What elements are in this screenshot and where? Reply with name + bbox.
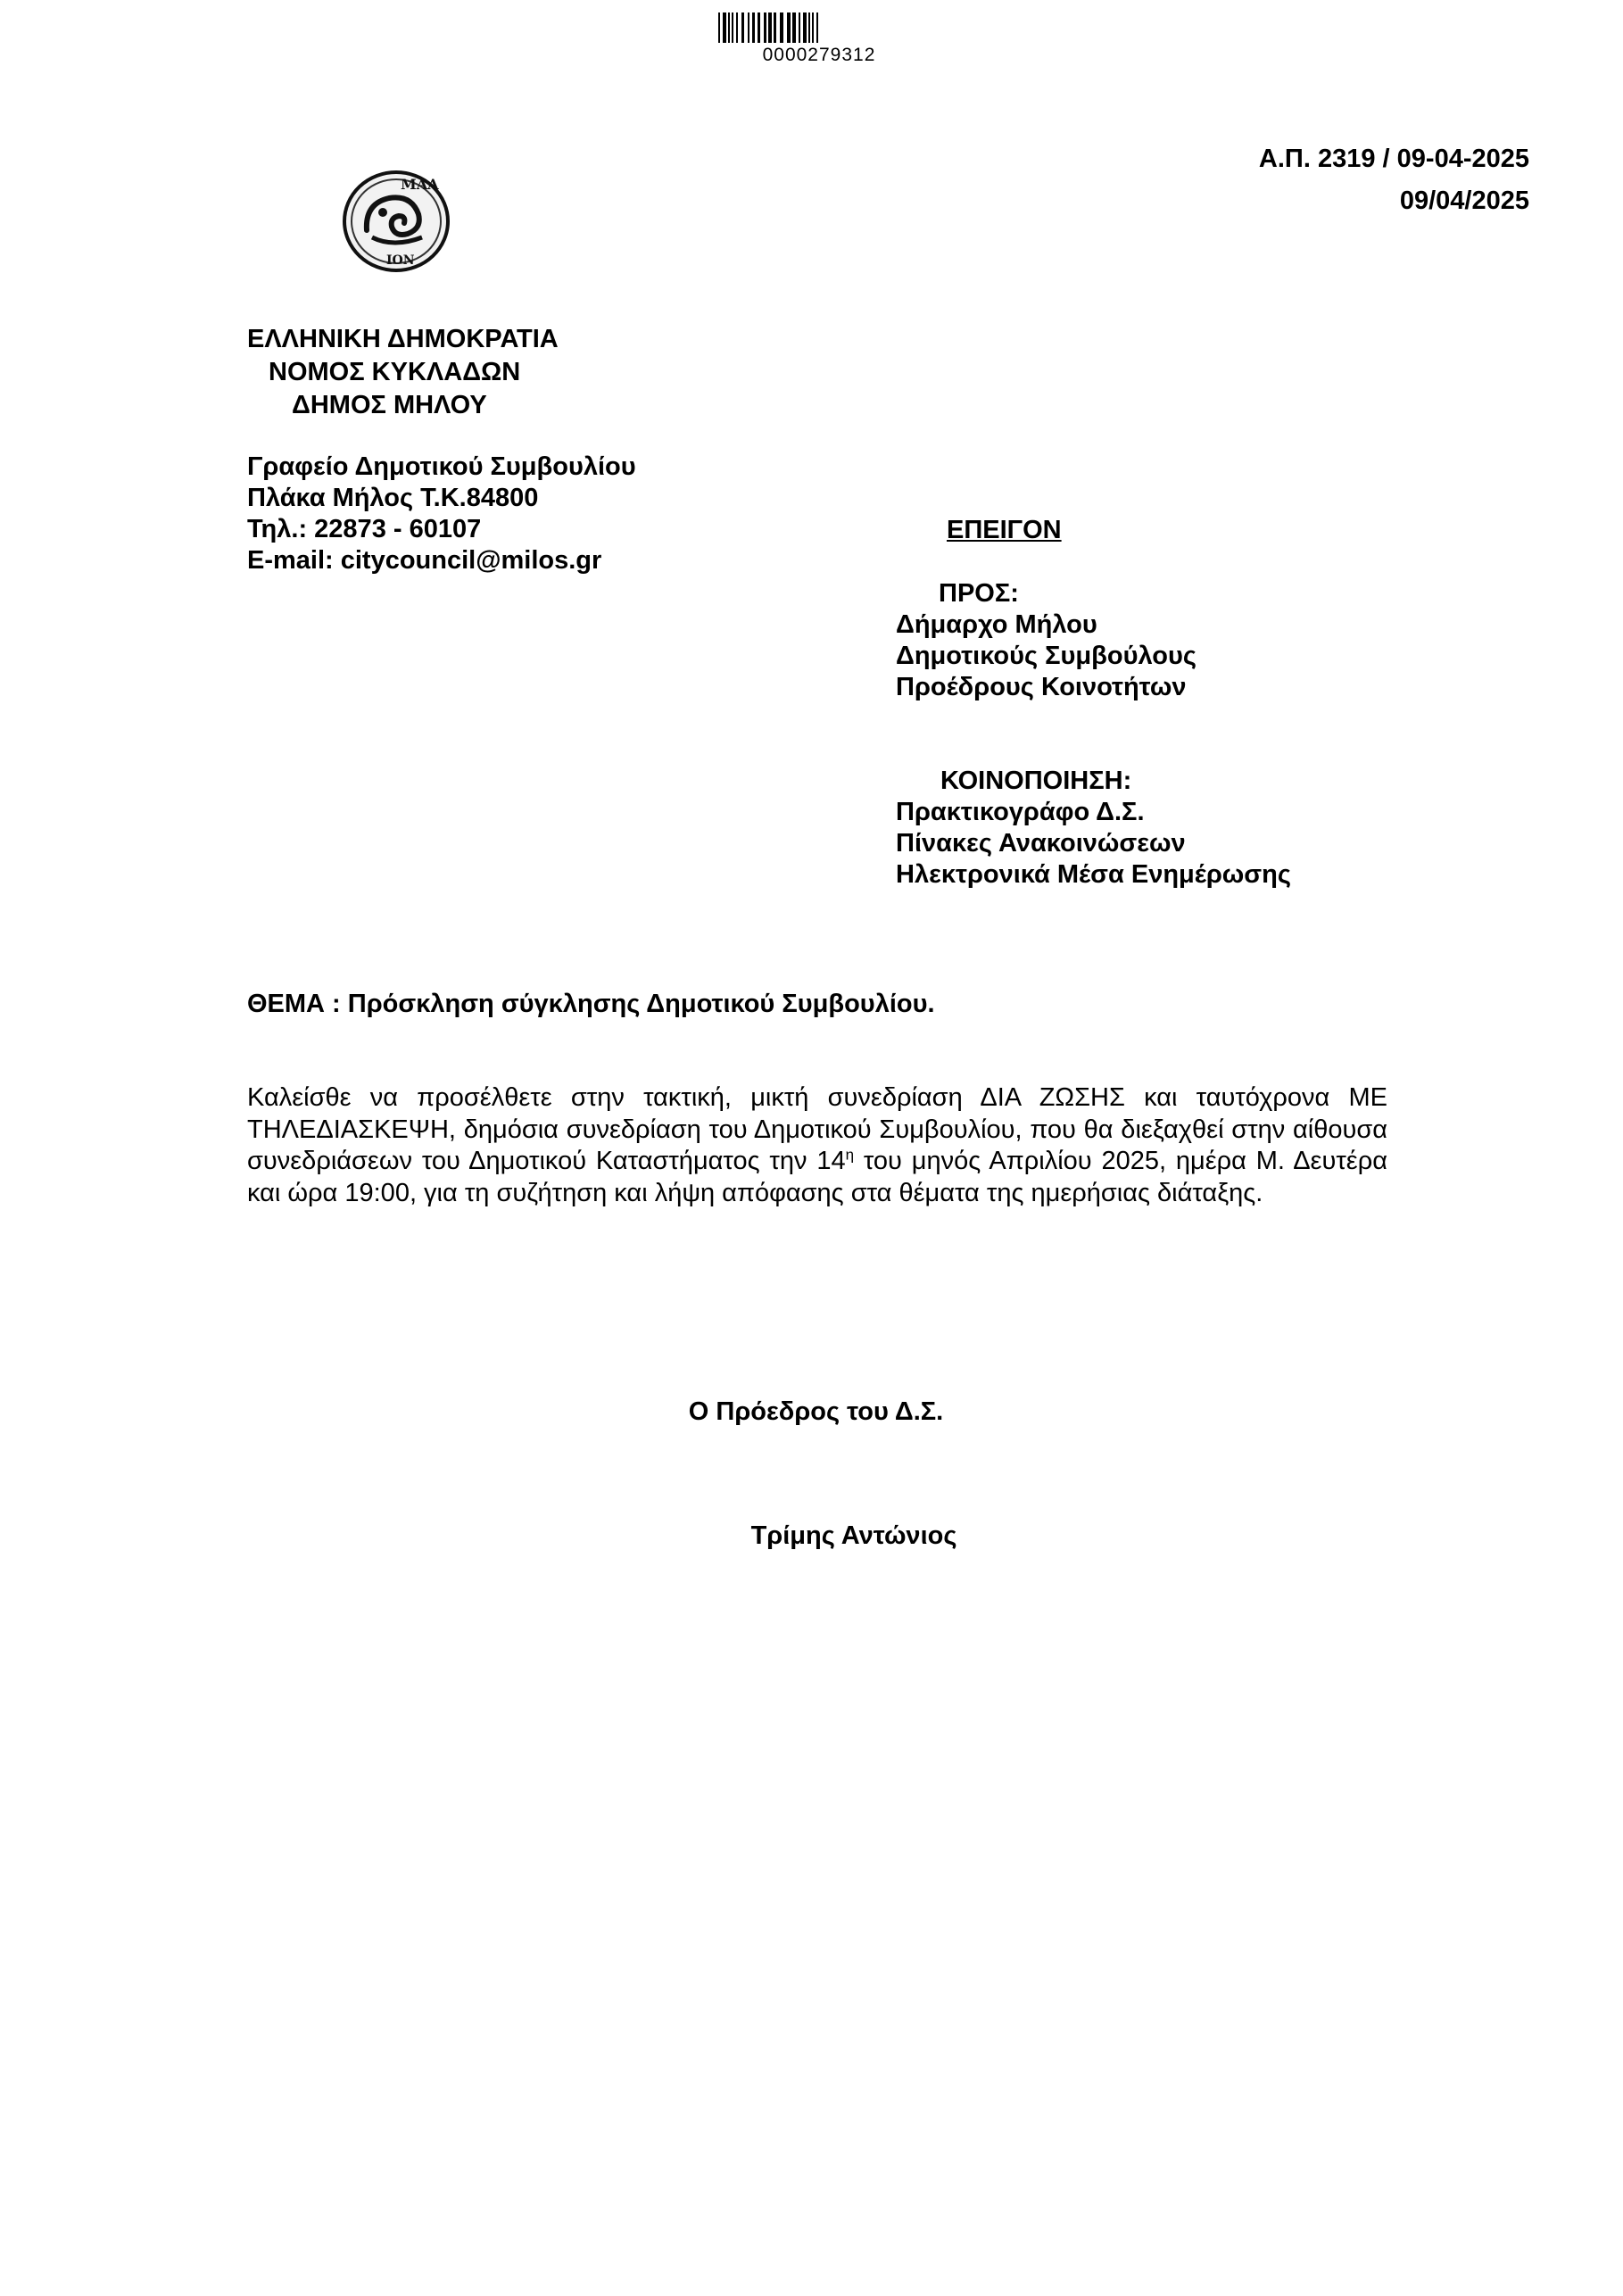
prefecture-title: ΝΟΜΟΣ ΚΥΚΛΑΔΩΝ	[269, 358, 521, 386]
signer-name: Τρίμης Αντώνιος	[750, 1521, 957, 1550]
signer-title: Ο Πρόεδρος του Δ.Σ.	[688, 1397, 944, 1426]
office-phone: Τηλ.: 22873 - 60107	[247, 515, 482, 543]
recipient-item: Δημοτικούς Συμβούλους	[896, 642, 1197, 670]
recipient-item: Δήμαρχο Μήλου	[896, 610, 1097, 639]
body-text-part2: του μηνός Απριλίου 2025, ημέρα Μ. Δευτέρα και ώρα 19:00, για τη συζήτηση και λήψη απόφασης στα θέματα της ημερήσιας διάταξης.	[247, 1147, 1387, 1207]
recipients-block	[896, 578, 1197, 703]
svg-text:ΙΟΝ: ΙΟΝ	[386, 253, 415, 268]
municipality-title: ΔΗΜΟΣ ΜΗΛΟΥ	[292, 391, 487, 419]
protocol-date: 09/04/2025	[1399, 186, 1529, 215]
coin-seal-icon	[340, 168, 452, 275]
cc-heading: ΚΟΙΝΟΠΟΙΗΣΗ:	[940, 767, 1132, 795]
body-text-part1: Καλείσθε να προσέλθετε στην τακτική, μικτή συνεδρίαση ΔΙΑ ΖΩΣΗΣ και ταυτόχρονα ΜΕ ΤΗΛΕΔΙΑΣΚΕΨΗ, δημόσια συνεδρίαση του Δημοτικού Συμβουλίου, που θα διεξαχθεί στην αίθουσα συνεδριάσεων του Δημοτικού Καταστήματος την 14	[247, 1083, 1387, 1175]
protocol-number: Α.Π. 2319 / 09-04-2025	[1258, 145, 1529, 173]
recipient-item: Προέδρους Κοινοτήτων	[896, 673, 1187, 701]
cc-item: Πίνακες Ανακοινώσεων	[896, 829, 1186, 858]
urgent-label: ΕΠΕΙΓΟΝ	[947, 516, 1062, 544]
barcode	[716, 12, 922, 66]
cc-item: Πρακτικογράφο Δ.Σ.	[896, 798, 1145, 826]
subject-line: ΘΕΜΑ : Πρόσκληση σύγκλησης Δημοτικού Συμβουλίου.	[247, 990, 935, 1018]
body-superscript: η	[845, 1146, 855, 1164]
office-email: E-mail: citycouncil@milos.gr	[247, 546, 602, 575]
cc-item: Ηλεκτρονικά Μέσα Ενημέρωσης	[896, 860, 1291, 889]
cc-block	[896, 766, 1291, 891]
country-title: ΕΛΛΗΝΙΚΗ ΔΗΜΟΚΡΑΤΙΑ	[247, 325, 559, 353]
barcode-bars	[716, 12, 922, 43]
svg-text:ΜΑΛ: ΜΑΛ	[401, 176, 439, 193]
barcode-number: 0000279312	[762, 45, 876, 65]
office-address: Πλάκα Μήλος Τ.Κ.84800	[247, 484, 539, 512]
office-name: Γραφείο Δημοτικού Συμβουλίου	[247, 452, 636, 481]
recipients-heading: ΠΡΟΣ:	[939, 579, 1019, 608]
body-paragraph	[247, 1082, 1387, 1209]
protocol-block	[1259, 138, 1529, 222]
office-contact	[247, 452, 636, 576]
